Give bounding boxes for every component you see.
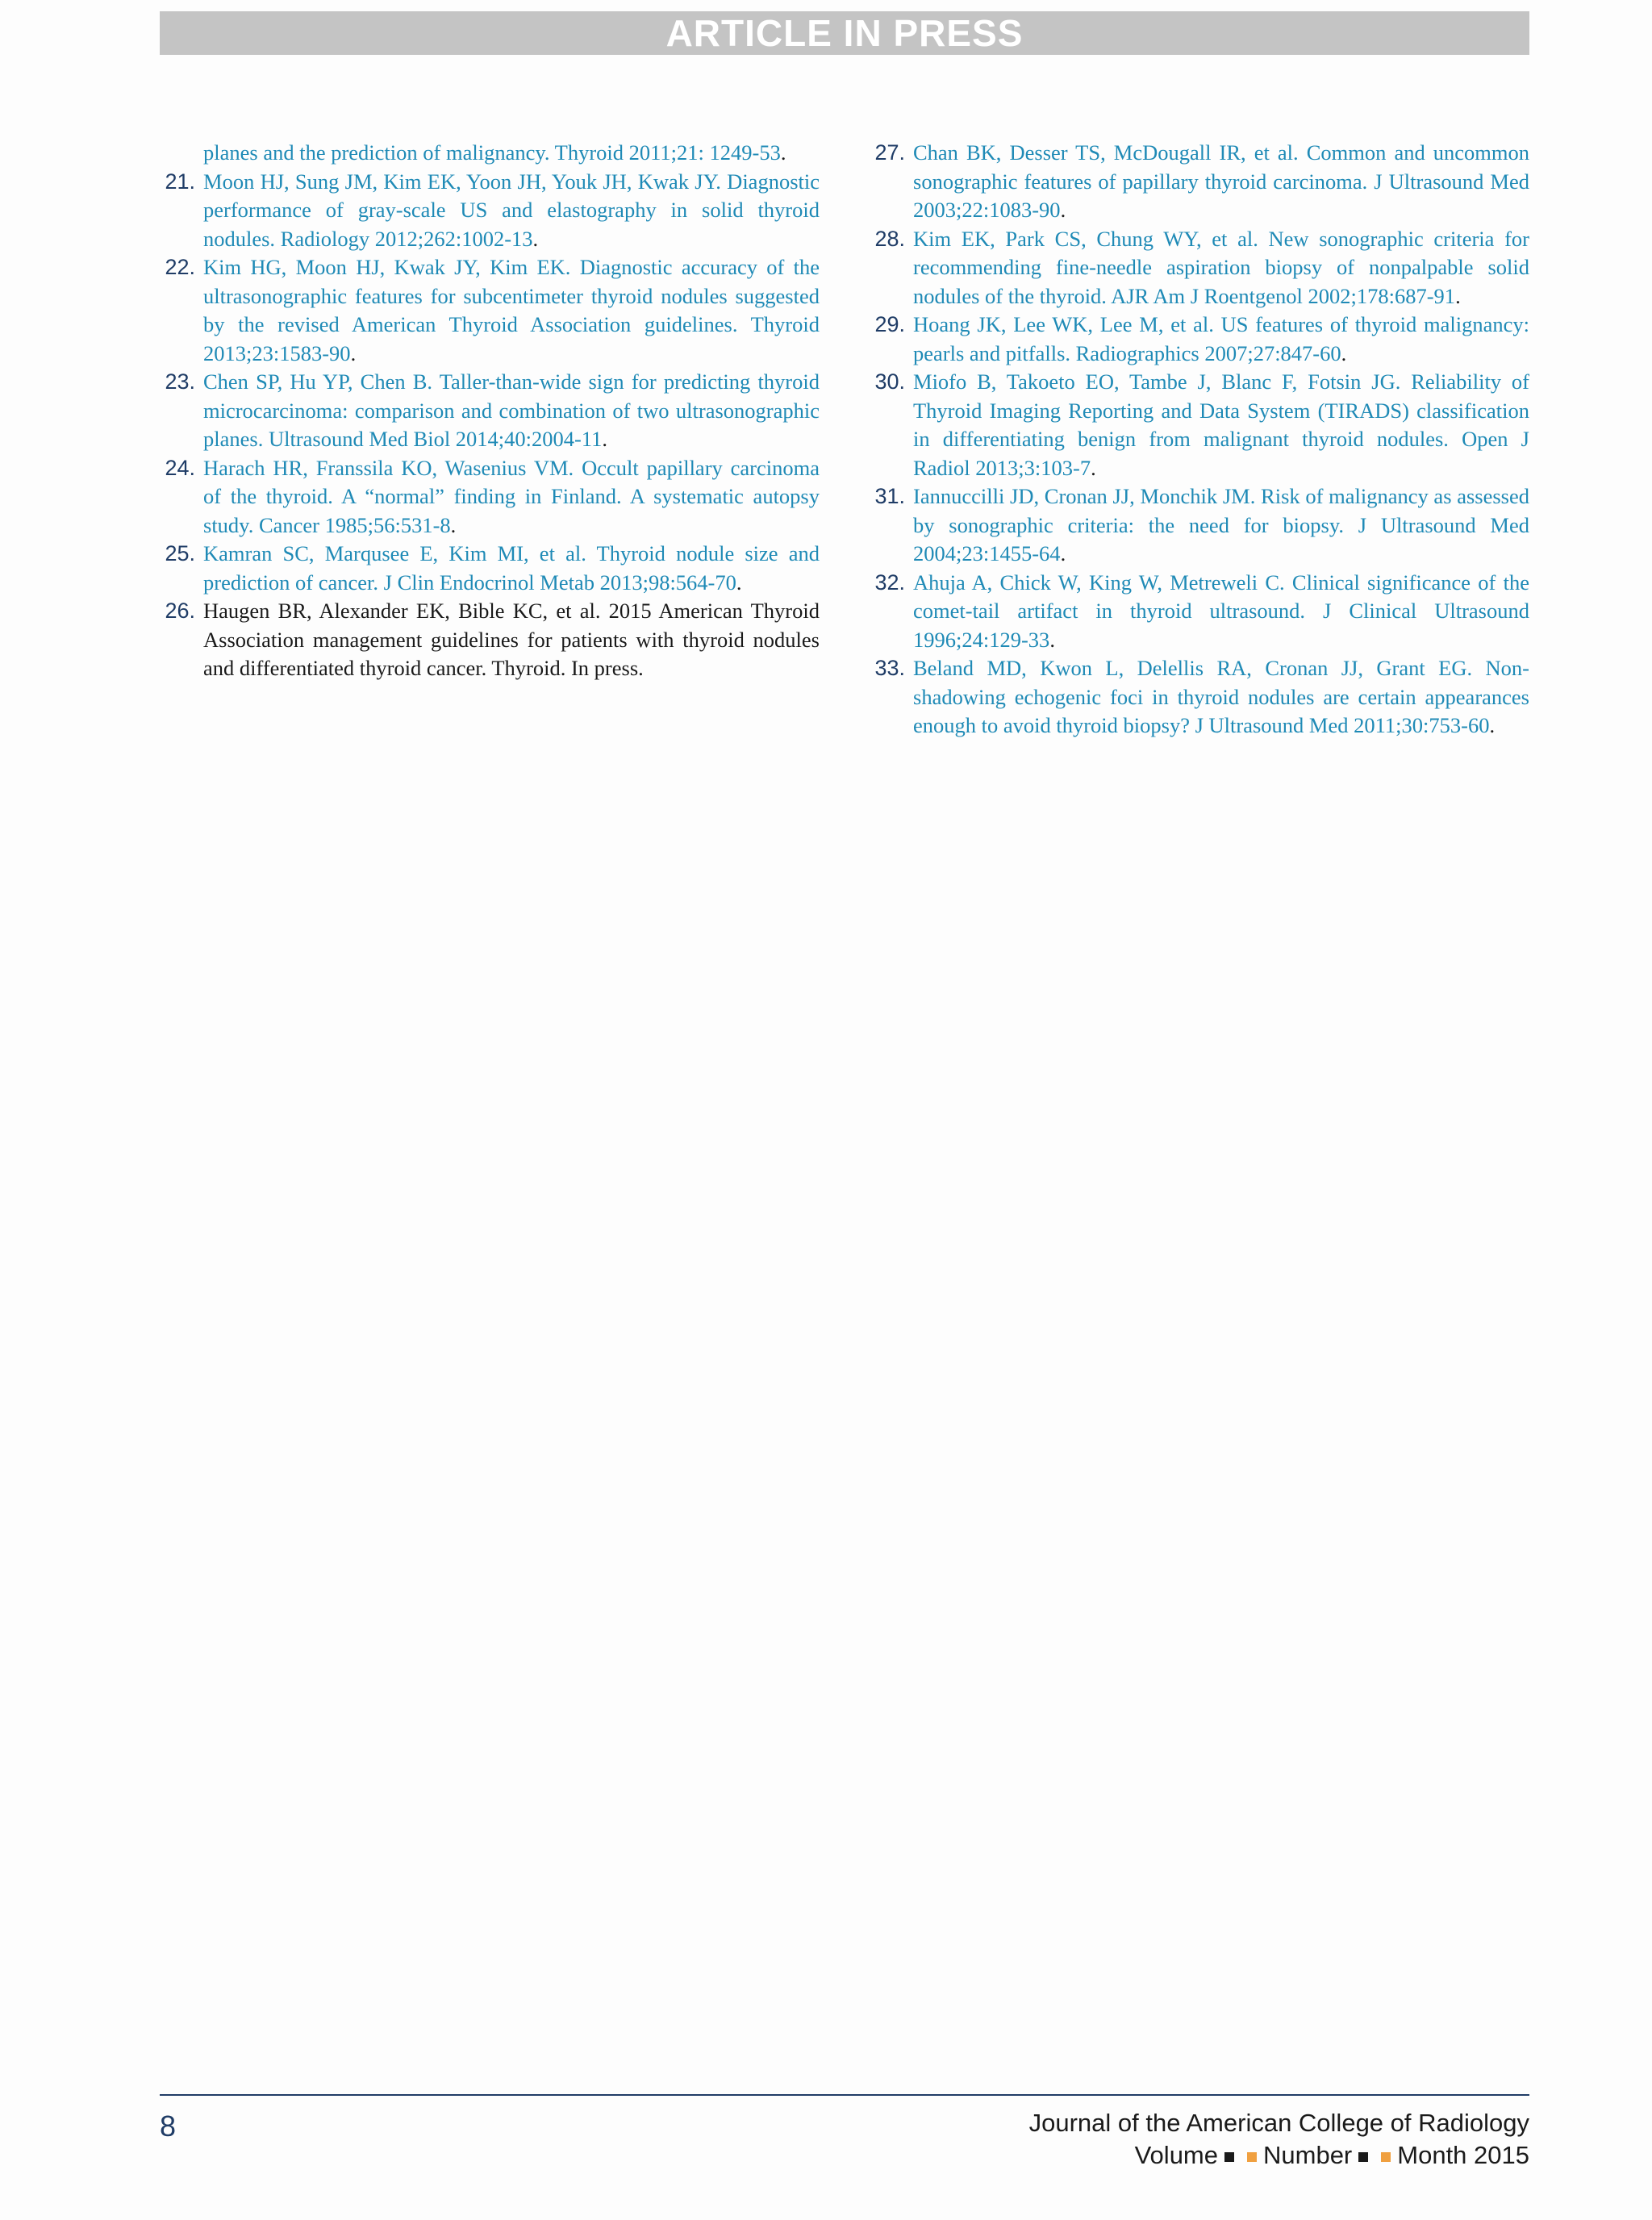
- square-icon: [1358, 2152, 1368, 2162]
- reference-period: .: [602, 427, 608, 451]
- reference-period: .: [1060, 198, 1066, 222]
- reference-item: [860, 225, 1529, 311]
- banner-text: ARTICLE IN PRESS: [665, 12, 1024, 54]
- reference-link[interactable]: Kamran SC, Marqusee E, Kim MI, et al. Thyroid nodule size and prediction of cancer. J Clin Endocrinol Metab 2013;98:564-70: [203, 541, 820, 595]
- reference-link[interactable]: Beland MD, Kwon L, Delellis RA, Cronan JJ, Grant EG. Non-shadowing echogenic foci in thyroid nodules are certain appearances enough to avoid thyroid biopsy? J Ultrasound Med 2011;30:753-60: [913, 656, 1529, 737]
- reference-number: 29.: [874, 312, 905, 336]
- number-label: Number: [1263, 2141, 1353, 2169]
- reference-number: 28.: [874, 226, 905, 251]
- reference-period: .: [1489, 713, 1496, 737]
- reference-link[interactable]: Hoang JK, Lee WK, Lee M, et al. US features of thyroid malignancy: pearls and pitfalls. Radiographics 2007;27:847-60: [913, 312, 1529, 365]
- reference-number: 32.: [874, 570, 905, 595]
- reference-period: .: [1455, 283, 1461, 308]
- reference-item: [150, 168, 820, 254]
- reference-period: .: [1341, 340, 1347, 365]
- reference-number: 23.: [165, 369, 195, 394]
- reference-item: [860, 311, 1529, 368]
- reference-link[interactable]: Harach HR, Franssila KO, Wasenius VM. Occult papillary carcinoma of the thyroid. A “normal” finding in Finland. A systematic autopsy study. Cancer 1985;56:531-8: [203, 455, 820, 537]
- journal-name: Journal of the American College of Radiology: [1028, 2109, 1529, 2137]
- reference-period: .: [1049, 627, 1055, 652]
- reference-item: [860, 654, 1529, 741]
- reference-number: 33.: [874, 656, 905, 680]
- reference-period: .: [532, 226, 539, 251]
- reference-link[interactable]: Kim EK, Park CS, Chung WY, et al. New sonographic criteria for recommending fine-needle aspiration biopsy of nonpalpable solid nodules of the thyroid. AJR Am J Roentgenol 2002;178:687-91: [913, 226, 1529, 308]
- journal-issue: [1029, 2139, 1529, 2172]
- reference-period: .: [736, 570, 742, 595]
- reference-item: [150, 139, 820, 168]
- references-right-column: [860, 139, 1529, 741]
- reference-link[interactable]: Miofo B, Takoeto EO, Tambe J, Blanc F, Fotsin JG. Reliability of Thyroid Imaging Reporting and Data System (TIRADS) classification in differentiating benign from malignant thyroid nodules. Open J Radiol 2013;3:103-7: [913, 369, 1529, 480]
- reference-item: [150, 454, 820, 540]
- reference-number: 31.: [874, 484, 905, 508]
- reference-item: [860, 368, 1529, 482]
- square-icon: [1224, 2152, 1234, 2162]
- reference-link[interactable]: planes and the prediction of malignancy. Thyroid 2011;21: 1249-53: [203, 140, 781, 165]
- reference-item: [150, 253, 820, 368]
- reference-number: 24.: [165, 455, 195, 480]
- reference-number: 26.: [165, 599, 195, 623]
- references-left-column: [150, 139, 820, 683]
- reference-period: .: [780, 140, 786, 165]
- reference-number: 30.: [874, 369, 905, 394]
- reference-item: [860, 139, 1529, 225]
- reference-item: [150, 368, 820, 454]
- reference-link[interactable]: Chan BK, Desser TS, McDougall IR, et al. Common and uncommon sonographic features of papillary thyroid carcinoma. J Ultrasound Med 2003;22:1083-90: [913, 140, 1529, 222]
- footer-divider: [160, 2094, 1529, 2096]
- reference-text: Haugen BR, Alexander EK, Bible KC, et al. 2015 American Thyroid Association management guidelines for patients with thyroid nodules and differentiated thyroid cancer. Thyroid. In press.: [203, 599, 820, 680]
- square-icon: [1381, 2152, 1391, 2162]
- journal-info: [1029, 2107, 1529, 2172]
- article-in-press-banner: [160, 11, 1529, 55]
- reference-number: 21.: [165, 169, 195, 194]
- reference-item: [860, 482, 1529, 569]
- reference-number: 22.: [165, 255, 195, 279]
- reference-item: [150, 597, 820, 683]
- reference-number: 27.: [874, 140, 905, 165]
- square-icon: [1247, 2152, 1257, 2162]
- reference-period: .: [350, 340, 357, 365]
- reference-item: [150, 540, 820, 597]
- reference-link[interactable]: Ahuja A, Chick W, King W, Metreweli C. Clinical significance of the comet-tail artifact in thyroid ultrasound. J Clinical Ultrasound 1996;24:129-33: [913, 570, 1529, 652]
- reference-period: .: [1091, 455, 1096, 480]
- reference-link[interactable]: Chen SP, Hu YP, Chen B. Taller-than-wide sign for predicting thyroid microcarcinoma: comparison and combination of two ultrasonographic planes. Ultrasound Med Biol 2014;40:2004-11: [203, 369, 820, 451]
- month-year: Month 2015: [1397, 2141, 1529, 2169]
- reference-number: 25.: [165, 541, 195, 565]
- reference-link[interactable]: Iannuccilli JD, Cronan JJ, Monchik JM. Risk of malignancy as assessed by sonographic criteria: the need for biopsy. J Ultrasound Med 2004;23:1455-64: [913, 484, 1529, 565]
- reference-period: .: [1060, 541, 1066, 565]
- reference-link[interactable]: Moon HJ, Sung JM, Kim EK, Yoon JH, Youk JH, Kwak JY. Diagnostic performance of gray-scale US and elastography in solid thyroid nodules. Radiology 2012;262:1002-13: [203, 169, 820, 251]
- reference-period: .: [450, 512, 457, 537]
- page-number: 8: [160, 2109, 177, 2143]
- volume-label: Volume: [1134, 2141, 1218, 2169]
- reference-link[interactable]: Kim HG, Moon HJ, Kwak JY, Kim EK. Diagnostic accuracy of the ultrasonographic features for subcentimeter thyroid nodules suggested by the revised American Thyroid Association guidelines. Thyroid 2013;23:1583-90: [203, 255, 820, 365]
- reference-item: [860, 569, 1529, 655]
